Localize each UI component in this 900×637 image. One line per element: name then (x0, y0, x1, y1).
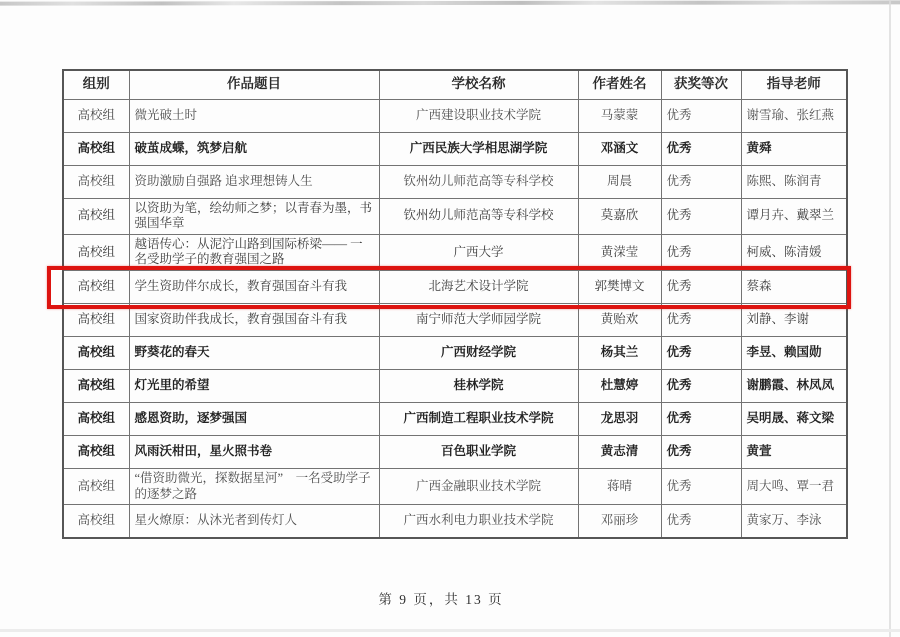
cell-group: 高校组 (63, 505, 129, 538)
cell-award: 优秀 (661, 337, 741, 370)
table-row (63, 469, 847, 505)
cell-title: 国家资助伴我成长，教育强国奋斗有我 (129, 304, 379, 337)
scan-top-edge-artifact (0, 0, 900, 5)
cell-school: 广西民族大学相思湖学院 (379, 132, 578, 165)
cell-group: 高校组 (63, 99, 129, 132)
cell-award: 优秀 (661, 469, 741, 505)
cell-award: 优秀 (661, 304, 741, 337)
cell-group: 高校组 (63, 198, 129, 234)
cell-group: 高校组 (63, 436, 129, 469)
cell-teacher: 李昱、赖国勋 (741, 337, 847, 370)
cell-author: 莫嘉欣 (578, 198, 661, 234)
cell-title: 星火燎原：从沐光者到传灯人 (129, 505, 379, 538)
cell-author: 杨其兰 (578, 337, 661, 370)
cell-group: 高校组 (63, 132, 129, 165)
cell-title: 破茧成蝶，筑梦启航 (129, 132, 379, 165)
cell-school: 钦州幼儿师范高等专科学校 (379, 198, 578, 234)
column-header-2: 学校名称 (379, 70, 578, 99)
cell-teacher: 周大鸣、覃一君 (741, 469, 847, 505)
cell-teacher: 刘静、李谢 (741, 304, 847, 337)
column-header-4: 获奖等次 (661, 70, 741, 99)
table-row (63, 132, 847, 165)
table-row (63, 99, 847, 132)
column-header-3: 作者姓名 (578, 70, 661, 99)
cell-group: 高校组 (63, 304, 129, 337)
award-list-table (62, 69, 848, 539)
cell-school: 广西建设职业技术学院 (379, 99, 578, 132)
cell-author: 杜慧婷 (578, 370, 661, 403)
cell-teacher: 黄家万、李泳 (741, 505, 847, 538)
table-body (63, 99, 847, 538)
cell-author: 蒋晴 (578, 469, 661, 505)
cell-title: 感恩资助，逐梦强国 (129, 403, 379, 436)
cell-title: 微光破土时 (129, 99, 379, 132)
cell-group: 高校组 (63, 271, 129, 304)
cell-group: 高校组 (63, 337, 129, 370)
cell-group: 高校组 (63, 234, 129, 270)
cell-award: 优秀 (661, 436, 741, 469)
cell-teacher: 谢鹏霞、林凤凤 (741, 370, 847, 403)
cell-title: 越语传心：从泥泞山路到国际桥梁—— 一名受助学子的教育强国之路 (129, 234, 379, 270)
cell-teacher: 谢雪瑜、张红燕 (741, 99, 847, 132)
page-number-indicator: 第 9 页，共 13 页 (378, 592, 504, 607)
cell-author: 马蒙蒙 (578, 99, 661, 132)
cell-group: 高校组 (63, 165, 129, 198)
cell-author: 周晨 (578, 165, 661, 198)
cell-teacher: 吴明晟、蒋文梁 (741, 403, 847, 436)
cell-title: 灯光里的希望 (129, 370, 379, 403)
table-row (63, 337, 847, 370)
scan-bottom-edge-artifact (0, 629, 900, 632)
cell-title: “借资助微光，探数据星河” 一名受助学子的逐梦之路 (129, 469, 379, 505)
cell-title: 野葵花的春天 (129, 337, 379, 370)
table-row (63, 165, 847, 198)
table-row (63, 370, 847, 403)
column-header-5: 指导老师 (741, 70, 847, 99)
cell-author: 郭樊博文 (578, 271, 661, 304)
table-row (63, 436, 847, 469)
cell-author: 黄溁莹 (578, 234, 661, 270)
table-row (63, 505, 847, 538)
table-row (63, 403, 847, 436)
column-header-0: 组别 (63, 70, 129, 99)
cell-award: 优秀 (661, 99, 741, 132)
cell-title: 学生资助伴尔成长，教育强国奋斗有我 (129, 271, 379, 304)
table-row (63, 198, 847, 234)
cell-author: 龙思羽 (578, 403, 661, 436)
cell-group: 高校组 (63, 370, 129, 403)
cell-award: 优秀 (661, 505, 741, 538)
cell-school: 百色职业学院 (379, 436, 578, 469)
cell-award: 优秀 (661, 403, 741, 436)
cell-award: 优秀 (661, 370, 741, 403)
cell-teacher: 黄舜 (741, 132, 847, 165)
cell-school: 北海艺术设计学院 (379, 271, 578, 304)
cell-teacher: 柯威、陈清媛 (741, 234, 847, 270)
cell-school: 桂林学院 (379, 370, 578, 403)
cell-author: 黄志清 (578, 436, 661, 469)
cell-school: 南宁师范大学师园学院 (379, 304, 578, 337)
column-header-1: 作品题目 (129, 70, 379, 99)
cell-school: 广西水利电力职业技术学院 (379, 505, 578, 538)
table-row (63, 271, 847, 304)
cell-award: 优秀 (661, 198, 741, 234)
cell-school: 钦州幼儿师范高等专科学校 (379, 165, 578, 198)
cell-title: 以资助为笔，绘幼师之梦；以青春为墨，书强国华章 (129, 198, 379, 234)
cell-school: 广西大学 (379, 234, 578, 270)
table-header (63, 70, 847, 99)
cell-teacher: 谭月卉、戴翠兰 (741, 198, 847, 234)
cell-school: 广西制造工程职业技术学院 (379, 403, 578, 436)
cell-award: 优秀 (661, 132, 741, 165)
cell-title: 风雨沃柑田，星火照书卷 (129, 436, 379, 469)
cell-title: 资助激励自强路 追求理想铸人生 (129, 165, 379, 198)
cell-school: 广西财经学院 (379, 337, 578, 370)
cell-teacher: 陈熙、陈润青 (741, 165, 847, 198)
table-row (63, 234, 847, 270)
cell-author: 黄贻欢 (578, 304, 661, 337)
table-row (63, 304, 847, 337)
cell-award: 优秀 (661, 234, 741, 270)
table-header-row (63, 70, 847, 99)
cell-author: 邓涵文 (578, 132, 661, 165)
cell-group: 高校组 (63, 403, 129, 436)
cell-award: 优秀 (661, 271, 741, 304)
cell-author: 邓丽珍 (578, 505, 661, 538)
scan-right-edge-artifact (889, 0, 891, 637)
cell-teacher: 黄萱 (741, 436, 847, 469)
cell-school: 广西金融职业技术学院 (379, 469, 578, 505)
cell-award: 优秀 (661, 165, 741, 198)
cell-teacher: 蔡森 (741, 271, 847, 304)
cell-group: 高校组 (63, 469, 129, 505)
